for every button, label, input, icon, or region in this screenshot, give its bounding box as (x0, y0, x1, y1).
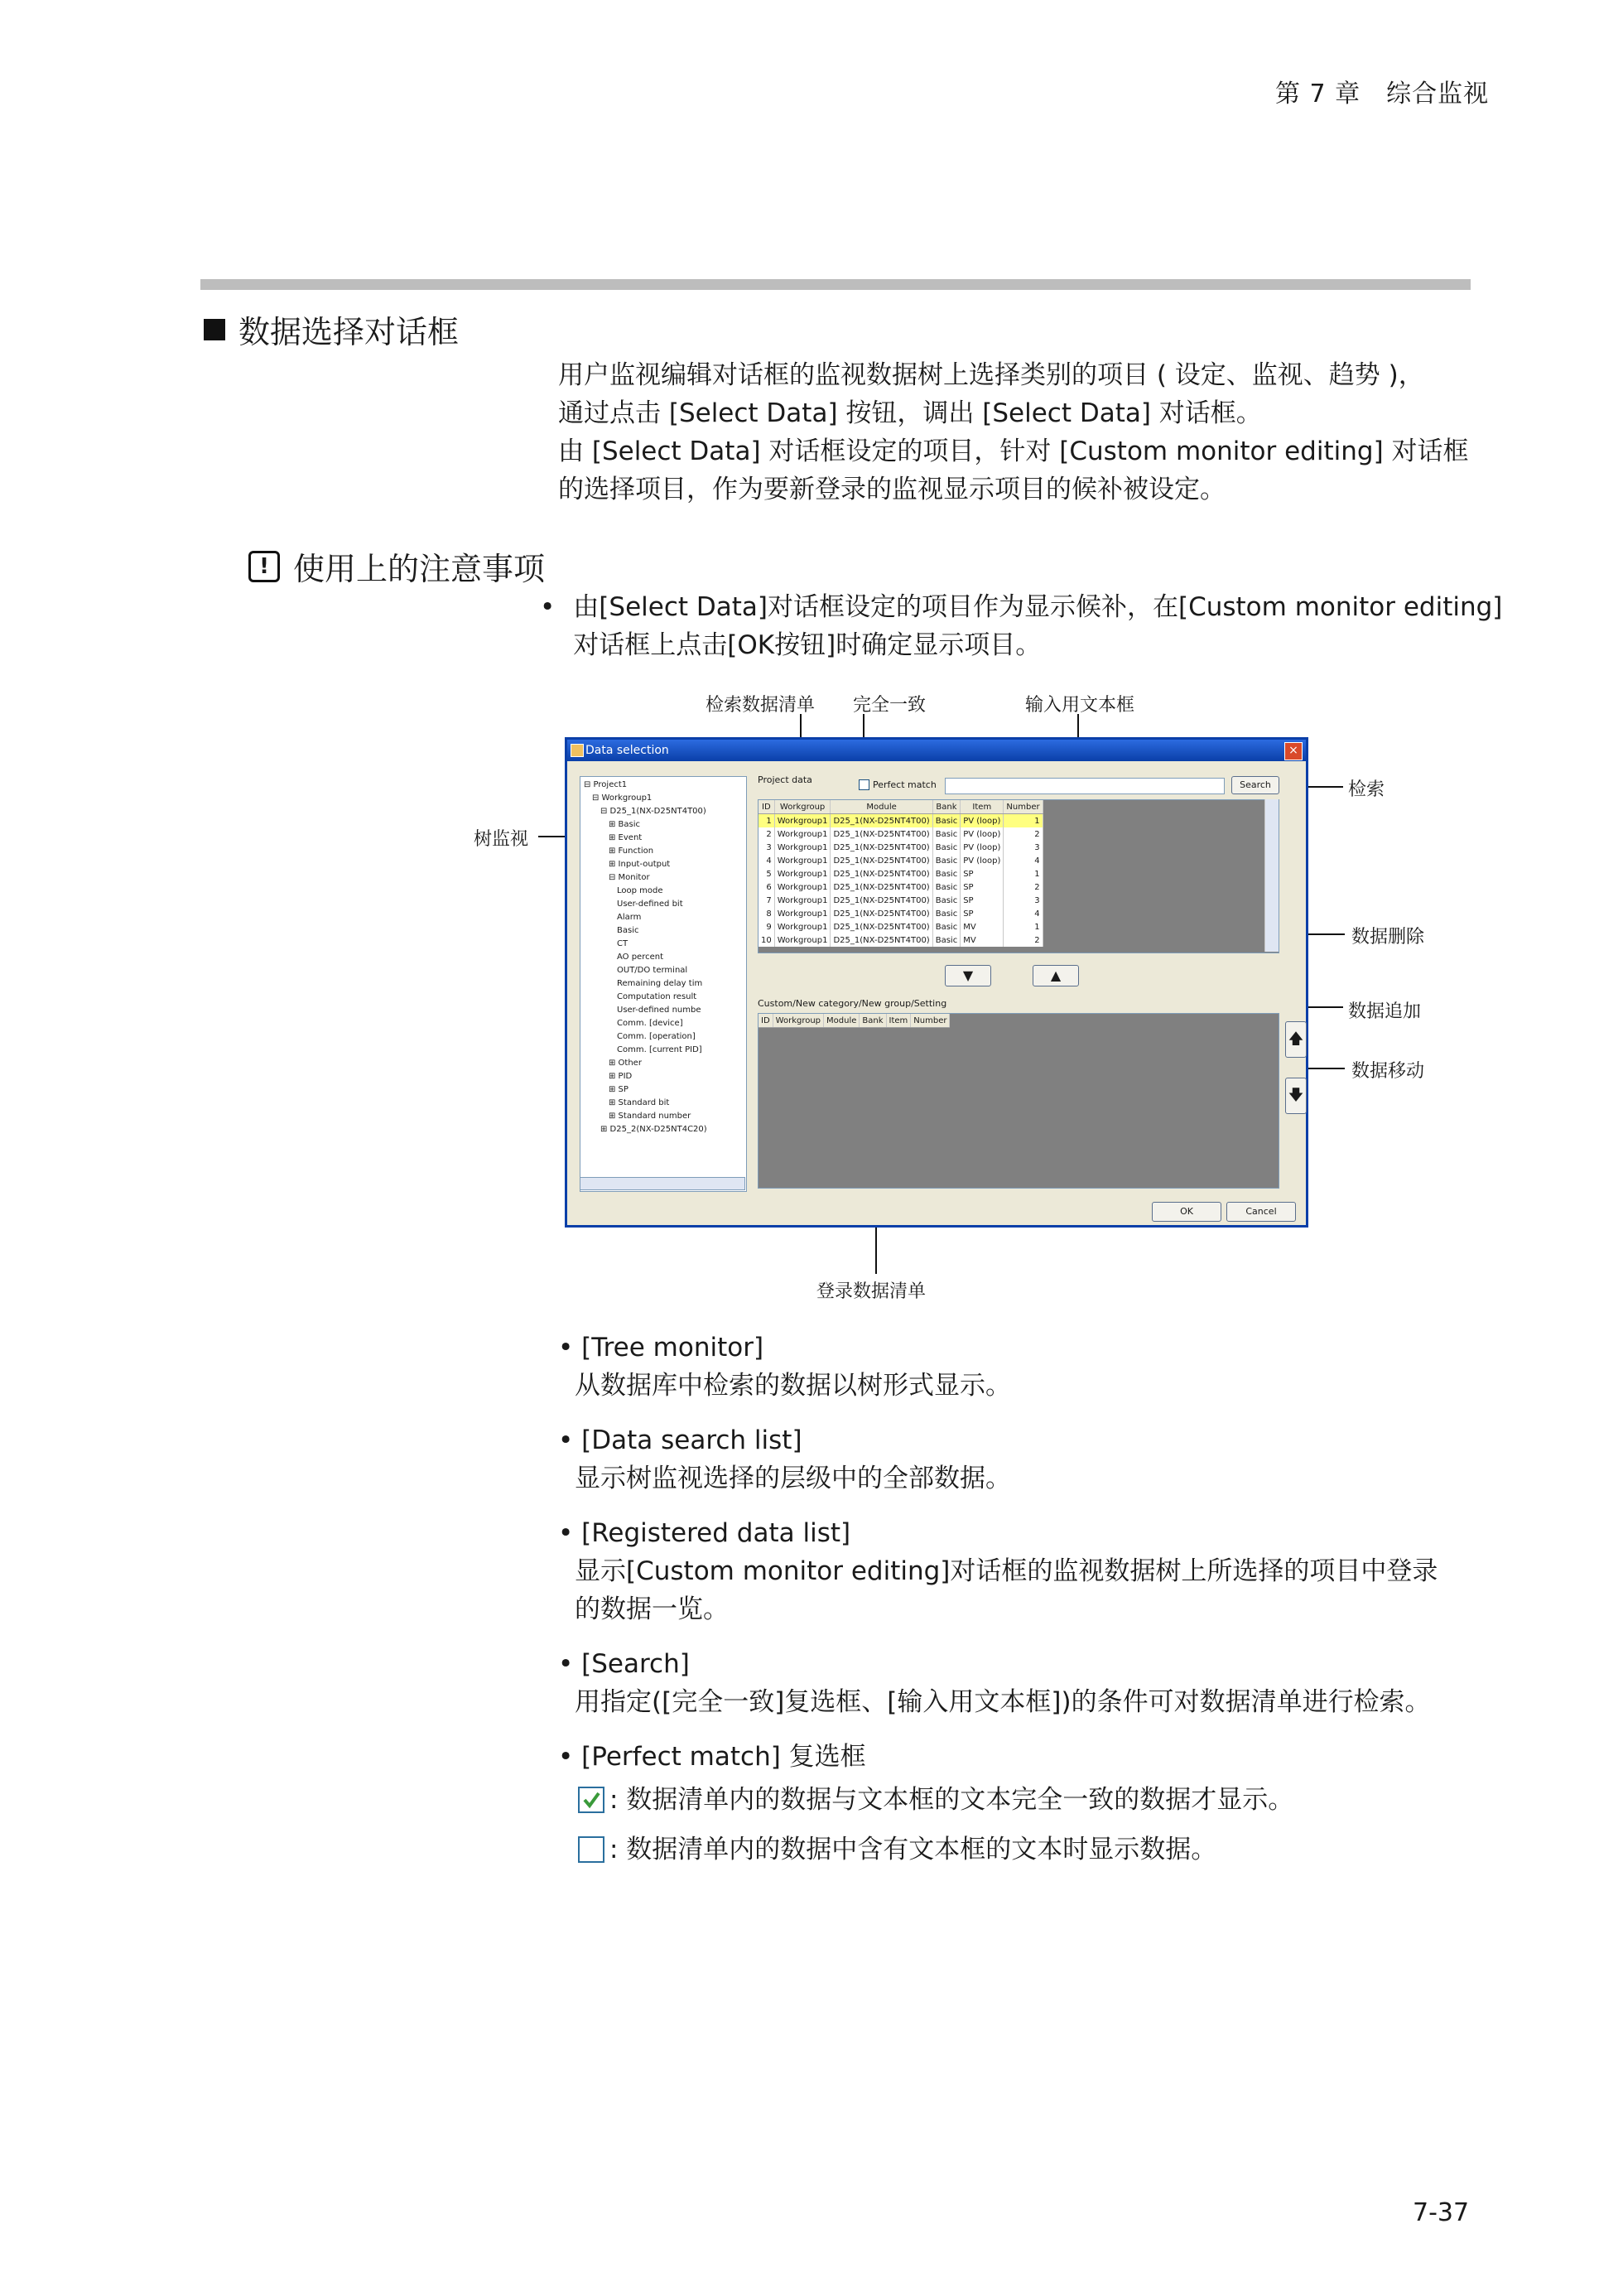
tree-node[interactable]: ⊞ PID (584, 1072, 633, 1081)
table-cell: 6 (759, 880, 774, 894)
table-cell: 1 (759, 814, 774, 828)
intro-line: 通过点击 [Select Data] 按钮，调出 [Select Data] 对话框。 (558, 398, 1262, 428)
table-row[interactable] (759, 894, 1043, 907)
move-down-button[interactable]: 🡇 (1285, 1078, 1307, 1114)
search-button[interactable]: Search (1231, 776, 1279, 794)
search-list-scrollbar[interactable] (1264, 799, 1279, 952)
item-data-search-list (558, 1421, 1011, 1498)
tree-node[interactable]: ⊟ D25_1(NX-D25NT4T00) (584, 807, 706, 816)
tree-node[interactable]: Remaining delay tim (584, 979, 703, 988)
perfect-checked-row (578, 1781, 1293, 1819)
tree-node[interactable]: ⊞ SP (584, 1085, 628, 1094)
intro-line: 的选择项目，作为要新登录的监视显示项目的候补被设定。 (558, 475, 1226, 504)
intro-line: 由 [Select Data] 对话框设定的项目，针对 [Custom monitor editing] 对话框 (558, 437, 1469, 466)
table-cell: D25_1(NX-D25NT4T00) (831, 933, 932, 947)
note-bullet: • (540, 592, 556, 622)
table-cell: Basic (932, 827, 960, 841)
table-cell: PV (loop) (961, 827, 1004, 841)
checked-checkbox-icon (578, 1787, 604, 1813)
move-up-button[interactable]: 🡅 (1285, 1021, 1307, 1058)
item-head: • [Search] (558, 1649, 690, 1679)
tree-node[interactable]: OUT/DO terminal (584, 966, 688, 975)
table-cell: Basic (932, 814, 960, 828)
table-header-row (759, 800, 1043, 814)
tree-node[interactable]: ⊞ D25_2(NX-D25NT4C20) (584, 1125, 707, 1134)
table-cell: D25_1(NX-D25NT4T00) (831, 880, 932, 894)
table-cell: 4 (759, 854, 774, 867)
intro-line: 用户监视编辑对话框的监视数据树上选择类别的项目 ( 设定、监视、趋势 )， (558, 360, 1424, 390)
section-title-text: 数据选择对话框 (238, 314, 460, 350)
item-head: • [Data search list] (558, 1425, 802, 1455)
tree-node[interactable]: Loop mode (584, 886, 663, 895)
table-cell: Workgroup1 (774, 814, 831, 828)
table-cell: 9 (759, 920, 774, 933)
custom-path-label: Custom/New category/New group/Setting (758, 998, 947, 1009)
table-cell: PV (loop) (961, 854, 1004, 867)
item-tree-monitor (558, 1329, 1011, 1405)
table-cell: Basic (932, 880, 960, 894)
callout-registered-list: 登录数据清单 (816, 1281, 927, 1302)
perfect-checked-text: : 数据清单内的数据与文本框的文本完全一致的数据才显示。 (609, 1785, 1294, 1815)
dialog-title: Data selection (585, 744, 669, 757)
item-registered-list (558, 1514, 1438, 1628)
perfect-unchecked-text: : 数据清单内的数据中含有文本框的文本时显示数据。 (609, 1835, 1217, 1864)
table-cell: SP (961, 907, 1004, 920)
table-cell: 3 (759, 841, 774, 854)
table-cell: PV (loop) (961, 814, 1004, 828)
registered-data-list[interactable] (758, 1013, 1279, 1189)
tree-node[interactable]: CT (584, 939, 628, 948)
tree-node[interactable]: User-defined bit (584, 900, 683, 909)
callout-data-search-list: 检索数据清单 (706, 695, 816, 716)
table-cell: 4 (1004, 907, 1043, 920)
tree-node[interactable]: ⊞ Input-output (584, 860, 671, 869)
tree-node[interactable]: Comm. [operation] (584, 1032, 696, 1041)
tree-node[interactable]: ⊞ Standard bit (584, 1098, 670, 1107)
add-data-button[interactable]: ▼ (945, 965, 991, 986)
item-search (558, 1645, 1431, 1721)
table-cell: Basic (932, 920, 960, 933)
tree-node[interactable]: ⊞ Standard number (584, 1112, 691, 1121)
table-cell: Basic (932, 933, 960, 947)
perfect-unchecked-row (578, 1831, 1216, 1869)
tree-node[interactable]: User-defined numbe (584, 1006, 701, 1015)
item-desc: 从数据库中检索的数据以树形式显示。 (575, 1371, 1011, 1401)
tree-horizontal-scrollbar[interactable] (580, 1177, 745, 1190)
table-cell: Workgroup1 (774, 894, 831, 907)
table-cell: Basic (932, 894, 960, 907)
table-cell: Workgroup1 (774, 880, 831, 894)
callout-tree-monitor: 树监视 (474, 829, 529, 850)
column-header[interactable]: ID (759, 1014, 773, 1028)
data-search-list[interactable] (758, 799, 1279, 953)
table-cell: 2 (1004, 827, 1043, 841)
table-cell: 2 (759, 827, 774, 841)
column-header[interactable]: Item (961, 800, 1004, 814)
table-row[interactable] (759, 814, 1043, 828)
table-cell: Basic (932, 854, 960, 867)
column-header[interactable]: Item (886, 1014, 911, 1028)
table-cell: Basic (932, 867, 960, 880)
table-cell: 3 (1004, 841, 1043, 854)
table-cell: D25_1(NX-D25NT4T00) (831, 814, 932, 828)
table-cell: 2 (1004, 933, 1043, 947)
column-header[interactable]: Number (1004, 800, 1043, 814)
table-cell: 2 (1004, 880, 1043, 894)
table-cell: 1 (1004, 920, 1043, 933)
perfect-match-label: Perfect match (873, 779, 937, 790)
table-cell: Basic (932, 907, 960, 920)
table-row[interactable] (759, 920, 1043, 933)
item-desc: 显示树监视选择的层级中的全部数据。 (575, 1464, 1011, 1493)
tree-node[interactable]: Comm. [current PID] (584, 1045, 702, 1054)
table-cell: 3 (1004, 894, 1043, 907)
item-desc: 用指定([完全一致]复选框、[输入用文本框])的条件可对数据清单进行检索。 (575, 1687, 1431, 1717)
tree-node[interactable]: Computation result (584, 992, 697, 1001)
callout-search: 检索 (1348, 779, 1385, 800)
column-header[interactable]: Number (911, 1014, 950, 1028)
search-input[interactable] (945, 778, 1225, 794)
tree-monitor[interactable] (580, 776, 747, 1192)
table-cell: 5 (759, 867, 774, 880)
column-header[interactable]: Bank (932, 800, 960, 814)
column-header[interactable]: Bank (860, 1014, 886, 1028)
dialog-titlebar (567, 740, 1306, 761)
tree-node[interactable]: ⊞ Basic (584, 820, 641, 829)
tree-node[interactable]: ⊟ Project1 (584, 780, 628, 789)
unchecked-checkbox-icon (578, 1836, 604, 1863)
perfect-match-row (859, 779, 937, 790)
table-cell: MV (961, 933, 1004, 947)
table-cell: D25_1(NX-D25NT4T00) (831, 841, 932, 854)
table-cell: D25_1(NX-D25NT4T00) (831, 920, 932, 933)
table-row[interactable] (759, 907, 1043, 920)
callout-input-text: 输入用文本框 (1025, 695, 1135, 716)
table-cell: Workgroup1 (774, 867, 831, 880)
tree-node[interactable]: ⊞ Other (584, 1059, 642, 1068)
item-head: • [Registered data list] (558, 1518, 851, 1548)
item-perfect-match (558, 1738, 866, 1776)
close-button[interactable]: × (1284, 742, 1303, 760)
page-number: 7-37 (1413, 2198, 1470, 2227)
table-cell: MV (961, 920, 1004, 933)
project-data-label: Project data (758, 774, 812, 785)
item-desc: 的数据一览。 (575, 1594, 729, 1624)
app-icon (571, 744, 584, 757)
table-cell: 1 (1004, 867, 1043, 880)
table-row[interactable] (759, 867, 1043, 880)
ok-button[interactable]: OK (1152, 1202, 1221, 1222)
table-cell: D25_1(NX-D25NT4T00) (831, 827, 932, 841)
table-row[interactable] (759, 827, 1043, 841)
table-header-row (759, 1014, 950, 1028)
table-cell: D25_1(NX-D25NT4T00) (831, 867, 932, 880)
tree-node[interactable]: ⊞ Event (584, 833, 643, 842)
table-row[interactable] (759, 880, 1043, 894)
table-cell: SP (961, 880, 1004, 894)
table-cell: Workgroup1 (774, 920, 831, 933)
delete-data-button[interactable]: ▲ (1033, 965, 1079, 986)
tree-node[interactable]: AO percent (584, 953, 664, 962)
data-selection-dialog (565, 737, 1308, 1228)
tree-node[interactable]: ⊟ Monitor (584, 873, 650, 882)
chapter-header: 第 7 章 综合监视 (1275, 80, 1490, 109)
item-head: • [Tree monitor] (558, 1333, 764, 1363)
table-cell: D25_1(NX-D25NT4T00) (831, 907, 932, 920)
tree-node[interactable]: Comm. [device] (584, 1019, 683, 1028)
table-cell: Workgroup1 (774, 841, 831, 854)
table-row[interactable] (759, 841, 1043, 854)
column-header[interactable]: ID (759, 800, 774, 814)
column-header[interactable]: Workgroup (773, 1014, 823, 1028)
table-cell: 10 (759, 933, 774, 947)
column-header[interactable]: Module (824, 1014, 860, 1028)
tree-node[interactable]: ⊟ Workgroup1 (584, 793, 653, 803)
table-cell: 7 (759, 894, 774, 907)
table-row[interactable] (759, 854, 1043, 867)
table-cell: PV (loop) (961, 841, 1004, 854)
table-cell: SP (961, 867, 1004, 880)
note-line: 由[Select Data]对话框设定的项目作为显示候补，在[Custom monitor editing] (573, 592, 1503, 622)
cancel-button[interactable]: Cancel (1226, 1202, 1296, 1222)
tree-node[interactable]: Basic (584, 926, 639, 935)
perfect-match-checkbox[interactable] (859, 779, 869, 790)
table-cell: Workgroup1 (774, 907, 831, 920)
callout-data-add: 数据追加 (1348, 1001, 1422, 1022)
column-header[interactable]: Module (831, 800, 932, 814)
item-head: • [Perfect match] 复选框 (558, 1742, 866, 1772)
callout-data-move: 数据移动 (1351, 1061, 1425, 1082)
tree-node[interactable]: ⊞ Function (584, 847, 654, 856)
table-cell: 1 (1004, 814, 1043, 828)
table-cell: 8 (759, 907, 774, 920)
table-cell: Basic (932, 841, 960, 854)
table-cell: Workgroup1 (774, 854, 831, 867)
caution-icon: ! (248, 551, 280, 582)
table-cell: Workgroup1 (774, 827, 831, 841)
callout-perfect-match: 完全一致 (853, 695, 927, 716)
table-cell: 4 (1004, 854, 1043, 867)
tree-node[interactable]: Alarm (584, 913, 642, 922)
table-cell: D25_1(NX-D25NT4T00) (831, 894, 932, 907)
table-cell: SP (961, 894, 1004, 907)
table-row[interactable] (759, 933, 1043, 947)
column-header[interactable]: Workgroup (774, 800, 831, 814)
table-cell: Workgroup1 (774, 933, 831, 947)
note-title-text: 使用上的注意事项 (293, 551, 546, 587)
callout-data-delete: 数据删除 (1351, 927, 1425, 948)
item-desc: 显示[Custom monitor editing]对话框的监视数据树上所选择的项目中登录 (575, 1556, 1438, 1586)
table-cell: D25_1(NX-D25NT4T00) (831, 854, 932, 867)
note-line: 对话框上点击[OK按钮]时确定显示项目。 (573, 630, 1042, 660)
